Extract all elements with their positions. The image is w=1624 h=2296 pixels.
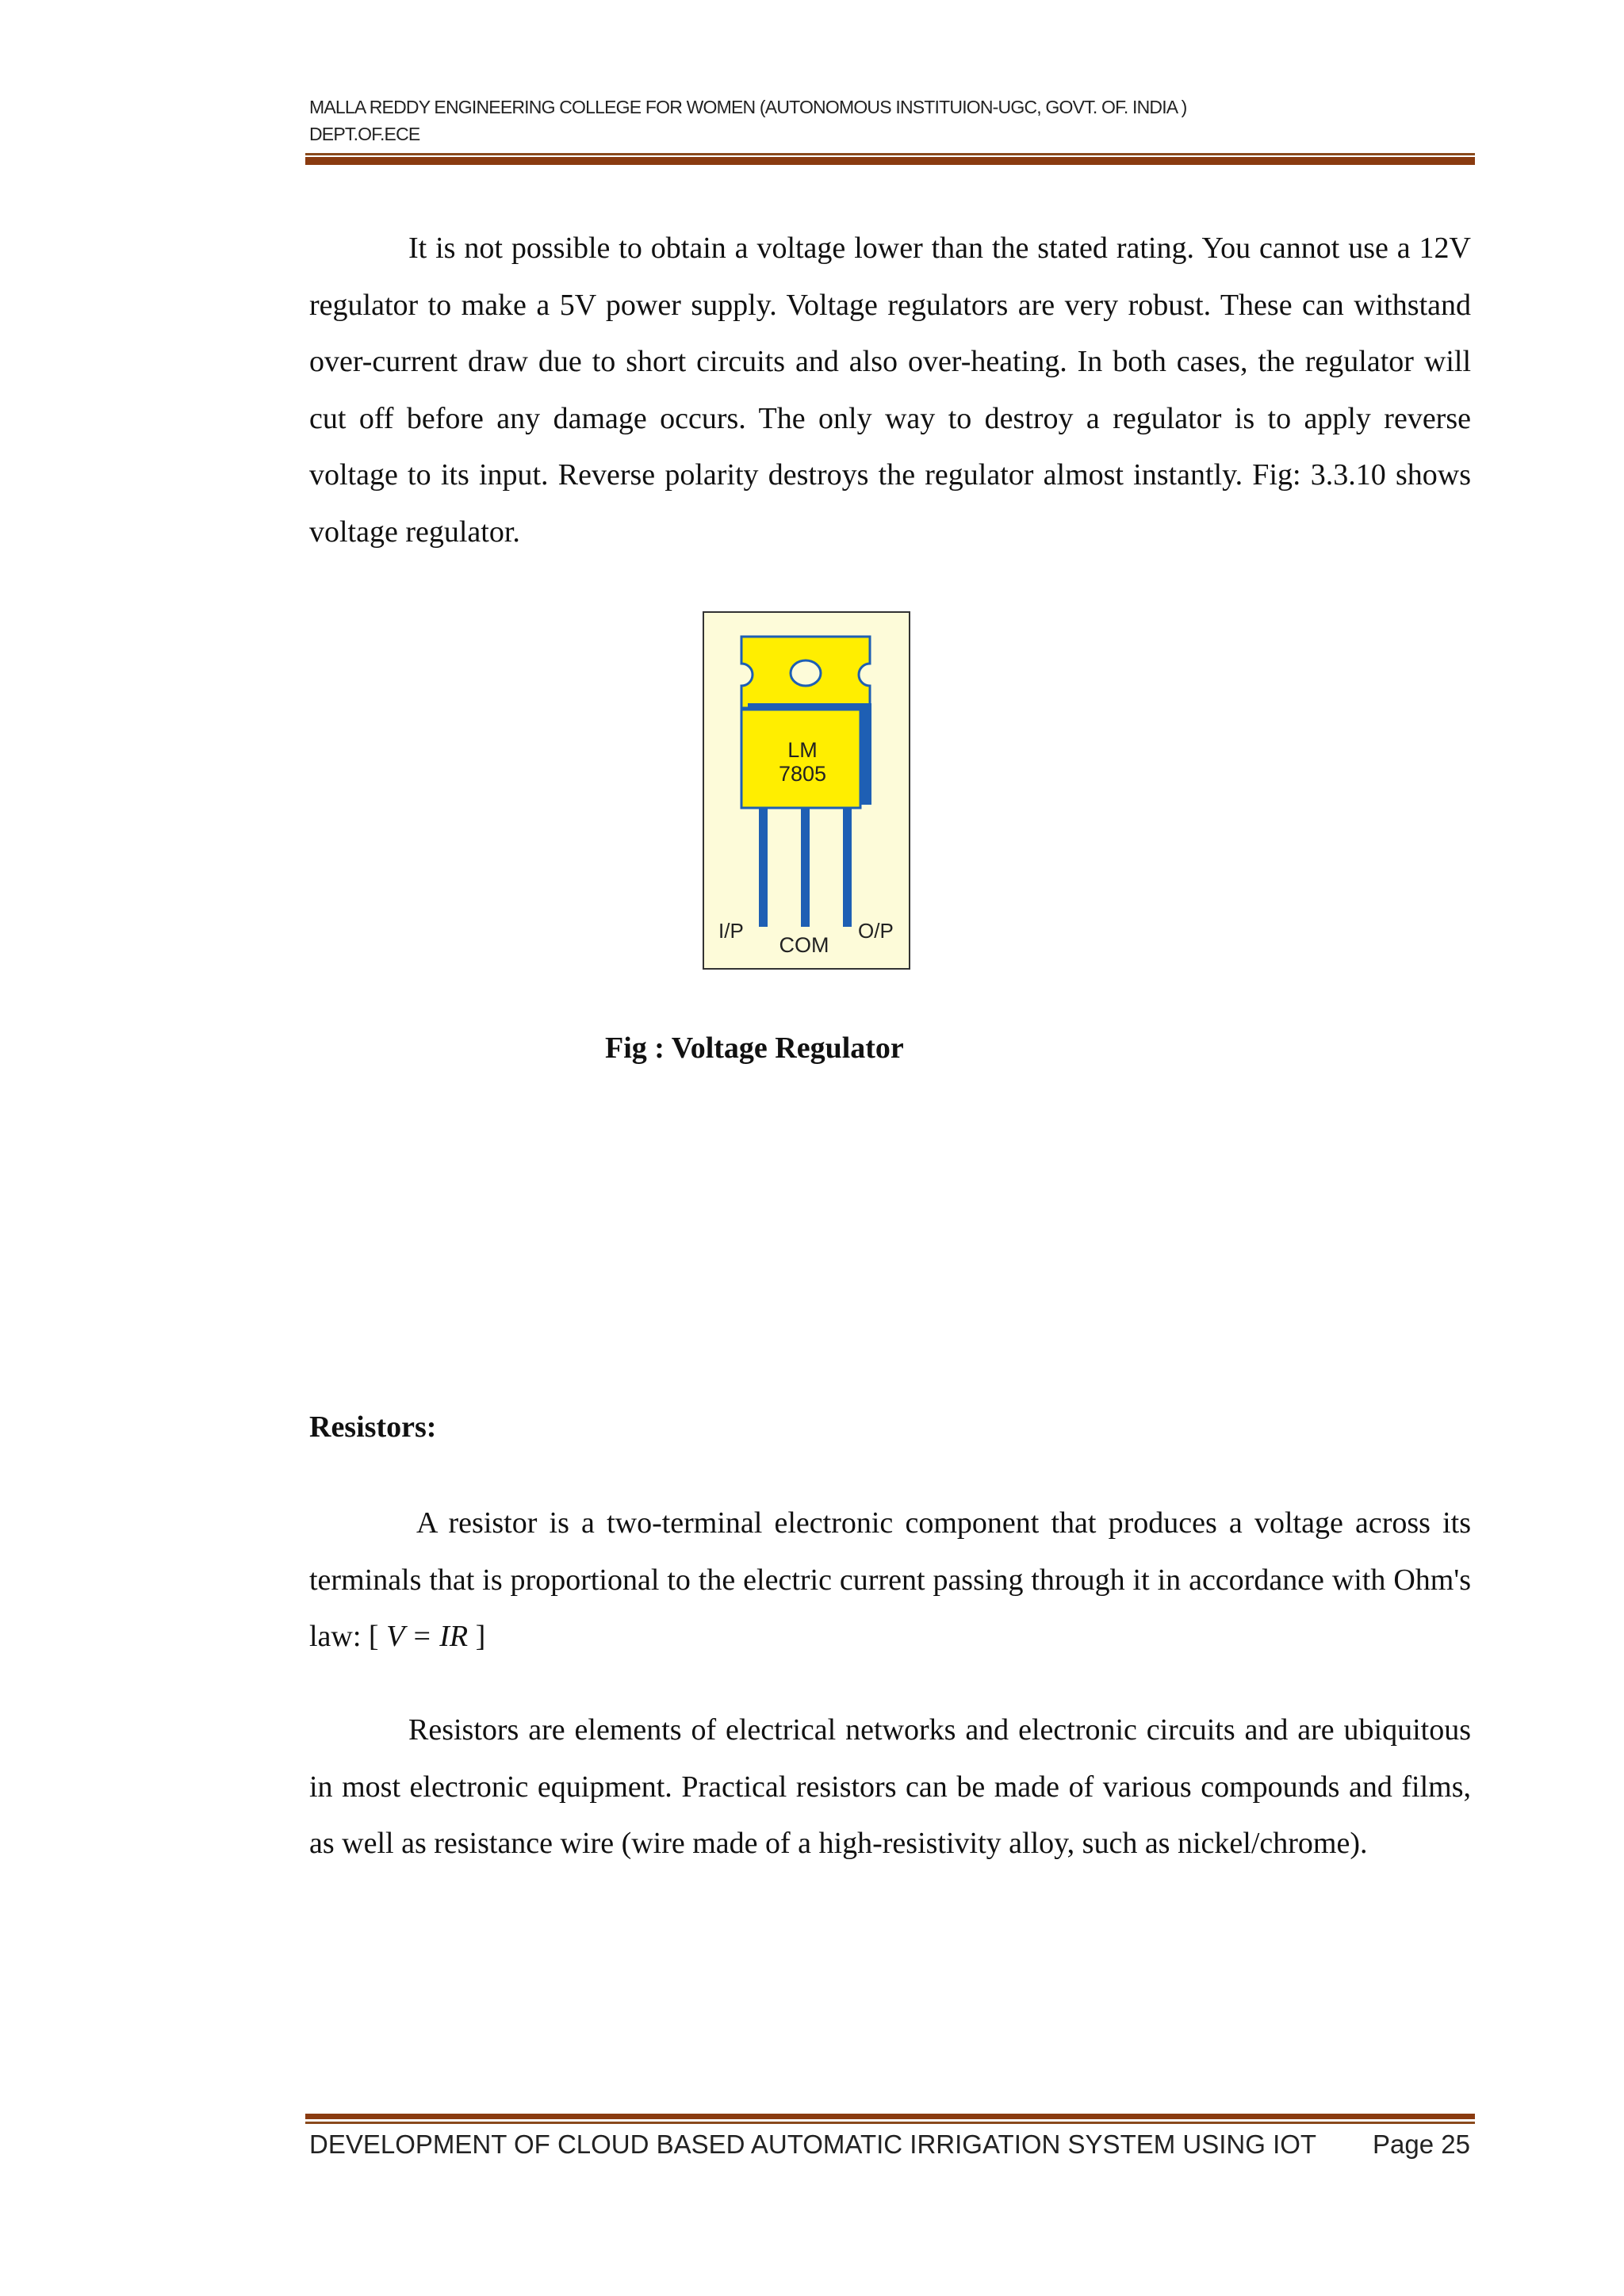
header-institution: MALLA REDDY ENGINEERING COLLEGE FOR WOMEN (AUTONOMOUS INSTITUION-UGC, GOVT. OF. INDIA ): [309, 97, 1187, 117]
voltage-regulator-figure: [703, 611, 910, 970]
paragraph-resistor-definition: [309, 1495, 1471, 1666]
ohms-law-formula: V = IR: [386, 1620, 469, 1653]
header-rule-thick: [305, 157, 1475, 165]
chip-label-line1: LM: [787, 738, 818, 762]
footer-rule-thin: [305, 2122, 1475, 2124]
chip-label-line2: 7805: [778, 762, 827, 786]
header-rule-thin: [305, 153, 1475, 155]
figure-caption: Fig : Voltage Regulator: [605, 1031, 904, 1065]
footer-page-number: Page 25: [1373, 2130, 1470, 2159]
paragraph-voltage-regulator: It is not possible to obtain a voltage lower than the stated rating. You cannot use a 12V regulator to make a 5V power supply. Voltage regulators are very robust. These can withstand over-current draw due to short circuits and also over-heating. In both cases, the regulator will cut off before any damage occurs. The only way to destroy a regulator is to apply reverse voltage to its input. Reverse polarity destroys the regulator almost instantly. Fig: 3.3.10 shows voltage regulator.: [309, 232, 1471, 549]
footer-project-title: DEVELOPMENT OF CLOUD BASED AUTOMATIC IRRIGATION SYSTEM USING IOT: [309, 2130, 1317, 2159]
header-department: DEPT.OF.ECE: [309, 124, 420, 144]
resistor-definition-text: A resistor is a two-terminal electronic component that produces a voltage across its terminals that is proportional to the electric current passing through it in accordance with Ohm's law: [: [309, 1506, 1471, 1653]
footer-rule-thick: [305, 2114, 1475, 2119]
formula-bracket-close: ]: [468, 1620, 486, 1653]
lm7805-diagram-icon: [704, 613, 909, 968]
pin-label-input: I/P: [718, 919, 744, 943]
pin-label-common: COM: [779, 933, 829, 957]
pin-label-output: O/P: [858, 919, 894, 943]
paragraph-resistor-uses: Resistors are elements of electrical networks and electronic circuits and are ubiquitous in most electronic equipment. Practical resistors can be made of various compounds and films, as well as resistance wire (wire made of a high-resistivity alloy, such as nickel/chrome).: [309, 1713, 1471, 1860]
section-heading-resistors: Resistors:: [309, 1410, 437, 1444]
